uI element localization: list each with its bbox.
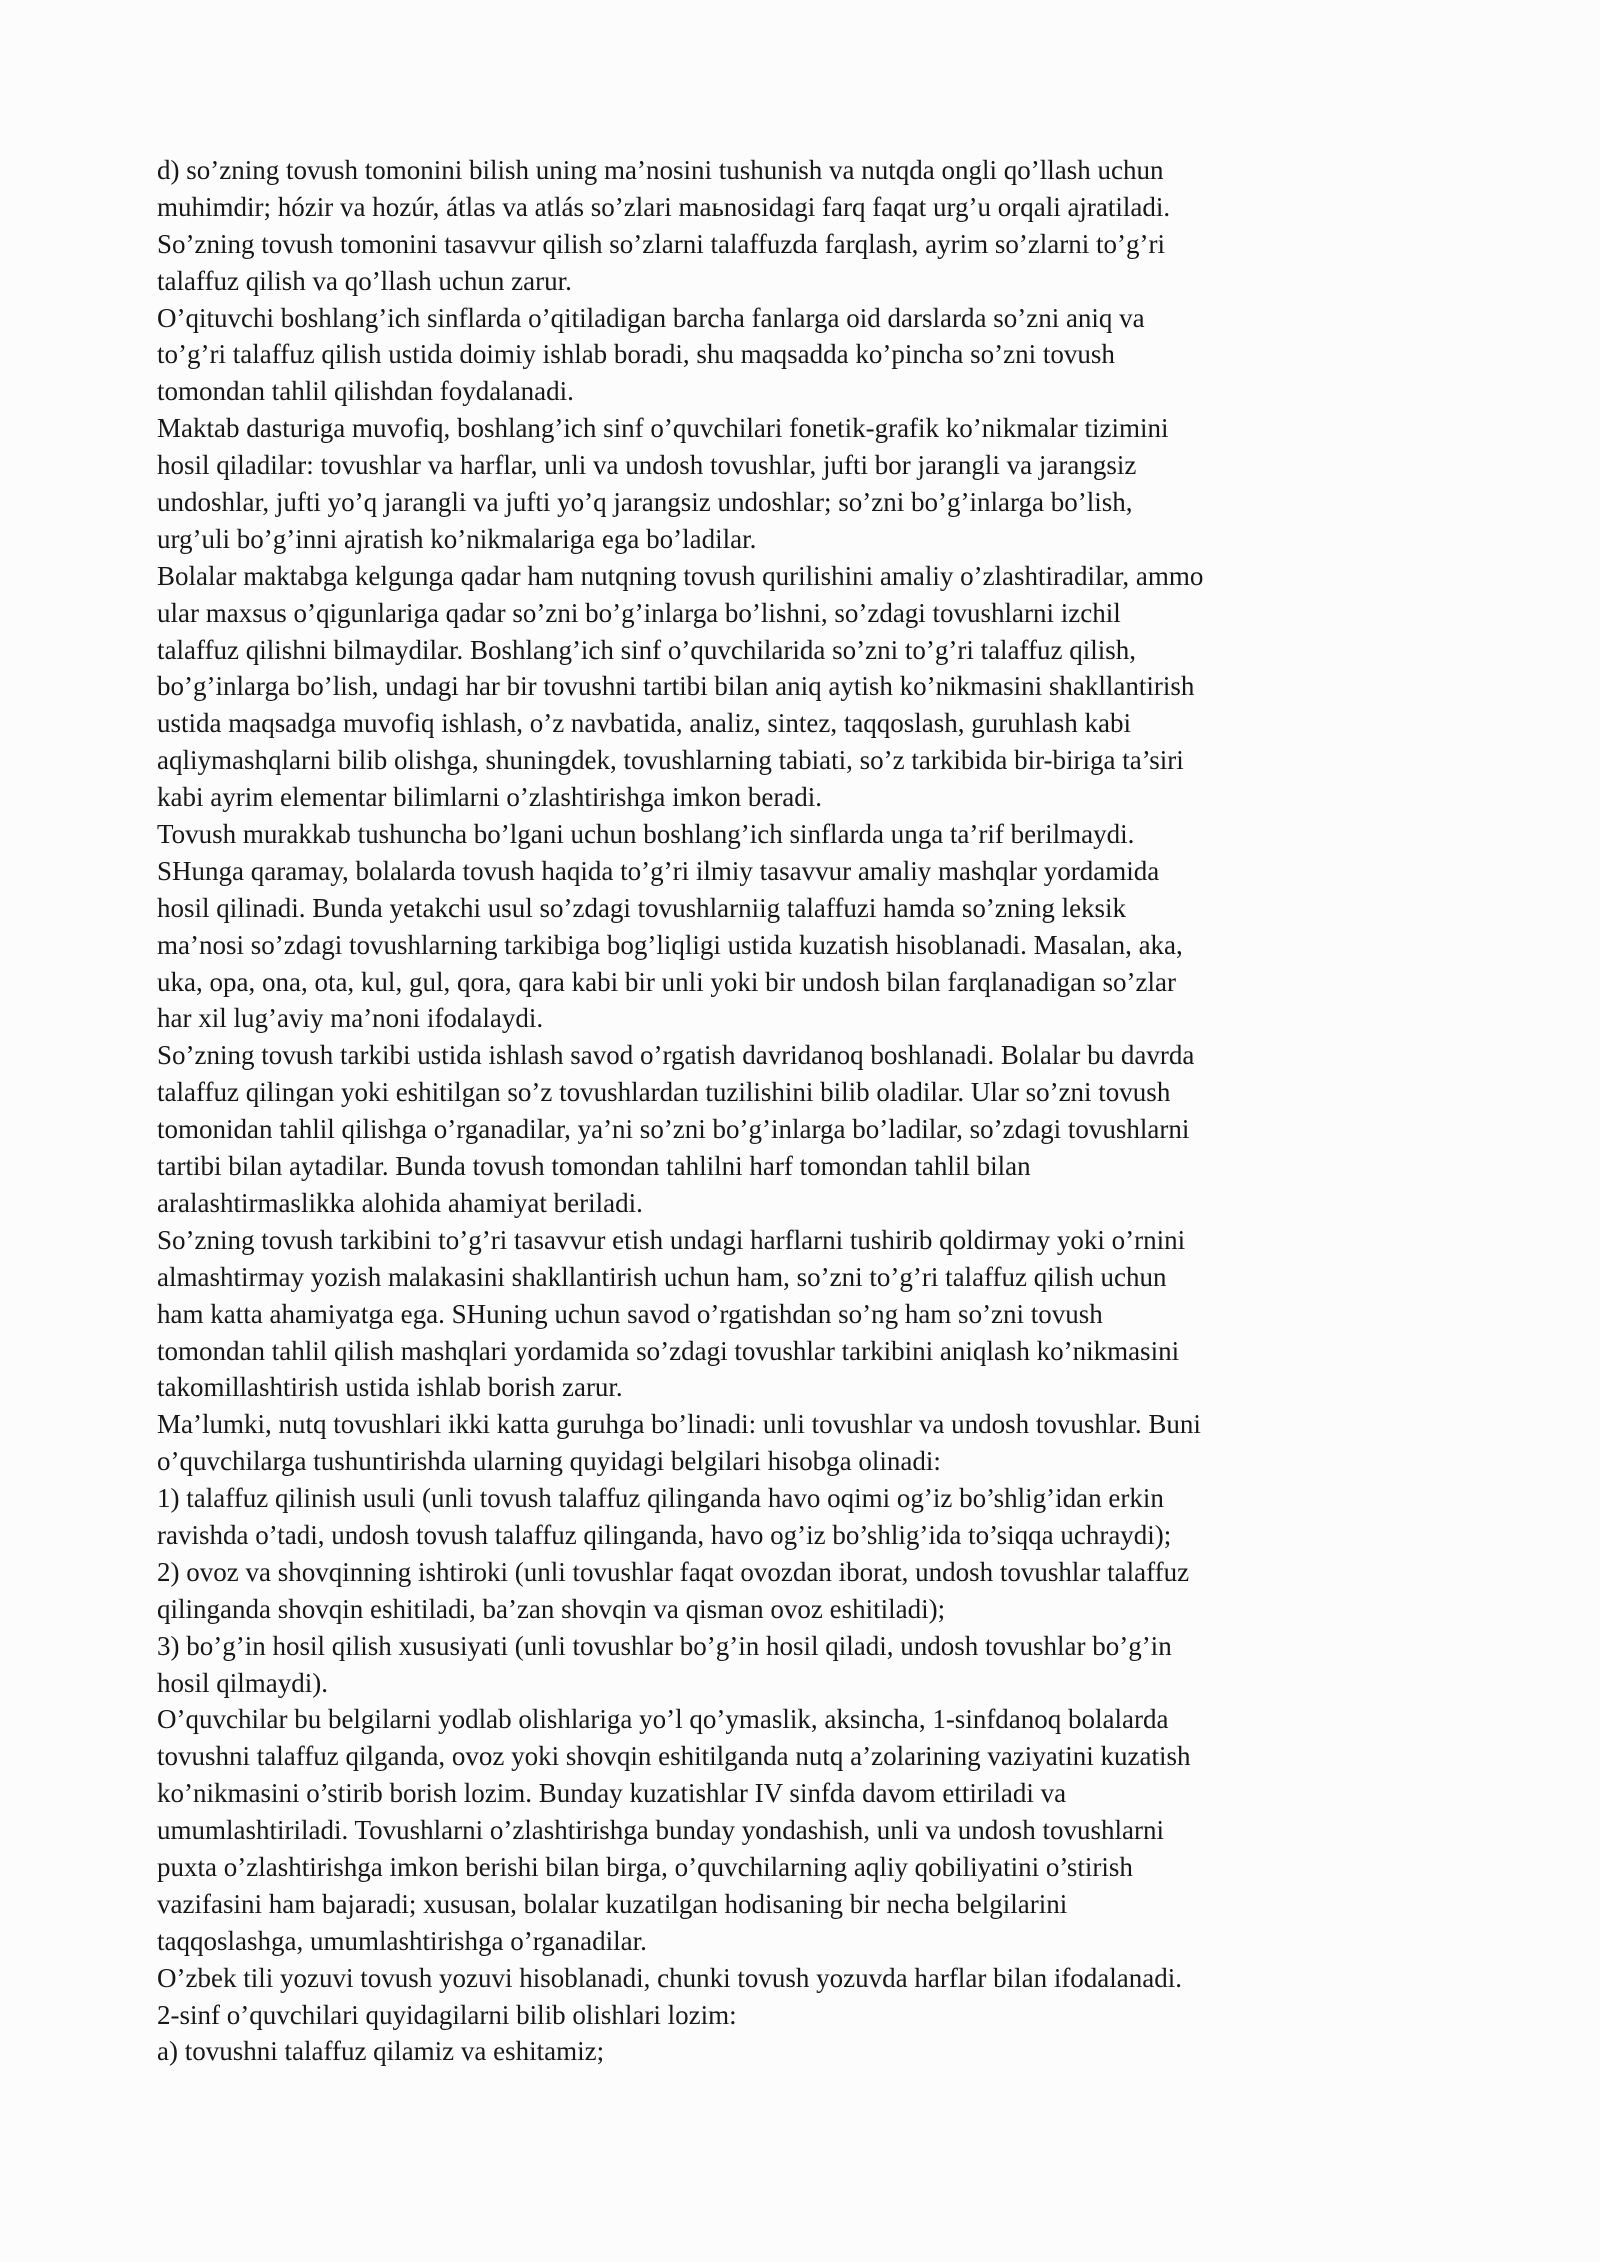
text-line: ular maxsus o’qigunlariga qadar so’zni bo’g’inlarga bo’lishni, so’zdagi tovushlarni izchil	[157, 597, 1121, 628]
text-line: tartibi bilan aytadilar. Bunda tovush tomondan tahlilni harf tomondan tahlil bilan	[157, 1151, 1031, 1182]
text-line: talaffuz qilingan yoki eshitilgan so’z tovushlardan tuzilishini bilib oladilar. Ular so’zni tovush	[157, 1077, 1171, 1108]
text-line: uka, opa, ona, ota, kul, gul, qora, qara kabi bir unli yoki bir undosh bilan farqlanadigan so’zlar	[157, 966, 1176, 997]
text-line: O’quvchilar bu belgilarni yodlab olishlariga yo’l qo’ymaslik, aksincha, 1-sinfdanoq bolalarda	[157, 1704, 1169, 1735]
text-line: ustida maqsadga muvofiq ishlash, o’z navbatida, analiz, sintez, taqqoslash, guruhlash kabi	[157, 708, 1132, 739]
text-line: d) so’zning tovush tomonini bilish uning ma’nosini tushunish va nutqda ongli qo’llash uchun	[157, 155, 1164, 185]
text-line: undoshlar, jufti yo’q jarangli va jufti yo’q jarangsiz undoshlar; so’zni bo’g’inlarga bo’lish,	[157, 487, 1133, 518]
text-line: SHunga qaramay, bolalarda tovush haqida to’g’ri ilmiy tasavvur amaliy mashqlar yordamida	[157, 855, 1160, 886]
text-line: muhimdir; hózir va hozúr, átlas va atlás so’zlari maьnosidagi farq faqat urg’u orqali ajratiladi.	[157, 191, 1171, 222]
text-line: umumlashtiriladi. Tovushlarni o’zlashtirishga bunday yondashish, unli va undosh tovushlarni	[157, 1815, 1165, 1846]
text-line: tomondan tahlil qilishdan foydalanadi.	[157, 376, 574, 407]
text-line: 3) bo’g’in hosil qilish xususiyati (unli tovushlar bo’g’in hosil qiladi, undosh tovushlar bo’g’in	[157, 1630, 1172, 1661]
text-line: takomillashtirish ustida ishlab borish zarur.	[157, 1372, 623, 1403]
text-line: O’qituvchi boshlang’ich sinflarda o’qitiladigan barcha fanlarga oid darslarda so’zni aniq va	[157, 302, 1145, 333]
text-line: 1) talaffuz qilinish usuli (unli tovush talaffuz qilinganda havo oqimi og’iz bo’shlig’idan erkin	[157, 1483, 1164, 1514]
text-line: to’g’ri talaffuz qilish ustida doimiy ishlab boradi, shu maqsadda ko’pincha so’zni tovush	[157, 339, 1115, 370]
text-line: hosil qilmaydi).	[157, 1667, 328, 1698]
text-line: ravishda o’tadi, undosh tovush talaffuz qilinganda, havo og’iz bo’shlig’ida to’siqqa uchraydi);	[157, 1519, 1172, 1550]
text-line: har xil lug’aviy ma’noni ifodalaydi.	[157, 1003, 544, 1034]
text-line: Tovush murakkab tushuncha bo’lgani uchun boshlang’ich sinflarda unga ta’rif berilmaydi.	[157, 819, 1135, 850]
text-line: So’zning tovush tarkibi ustida ishlash savod o’rgatish davridanoq boshlanadi. Bolalar bu davrda	[157, 1040, 1195, 1071]
text-line: urg’uli bo’g’inni ajratish ko’nikmalariga ega bo’ladilar.	[157, 523, 757, 554]
text-line: tomondan tahlil qilish mashqlari yordamida so’zdagi tovushlar tarkibini aniqlash ko’nikmasini	[157, 1335, 1180, 1366]
document-text	[157, 152, 1457, 2070]
text-line: talaffuz qilish va qo’llash uchun zarur.	[157, 265, 572, 296]
text-line: 2-sinf o’quvchilari quyidagilarni bilib olishlari lozim:	[157, 1999, 737, 2030]
text-line: ma’nosi so’zdagi tovushlarning tarkibiga bog’liqligi ustida kuzatish hisoblanadi. Masalan, aka,	[157, 929, 1183, 960]
text-line: a) tovushni talaffuz qilamiz va eshitamiz;	[157, 2036, 605, 2067]
text-line: ham katta ahamiyatga ega. SHuning uchun savod o’rgatishdan so’ng ham so’zni tovush	[157, 1298, 1103, 1329]
text-line: hosil qiladilar: tovushlar va harflar, unli va undosh tovushlar, jufti bor jarangli va jarangsiz	[157, 450, 1137, 481]
text-line: So’zning tovush tomonini tasavvur qilish so’zlarni talaffuzda farqlash, ayrim so’zlarni to’g’ri	[157, 228, 1166, 259]
text-line: ko’nikmasini o’stirib borish lozim. Bunday kuzatishlar IV sinfda davom ettiriladi va	[157, 1778, 1067, 1809]
text-line: Bolalar maktabga kelgunga qadar ham nutqning tovush qurilishini amaliy o’zlashtiradilar, ammo	[157, 560, 1204, 591]
text-line: 2) ovoz va shovqinning ishtiroki (unli tovushlar faqat ovozdan iborat, undosh tovushlar talaffuz	[157, 1556, 1190, 1587]
text-line: vazifasini ham bajaradi; xususan, bolalar kuzatilgan hodisaning bir necha belgilarini	[157, 1888, 1068, 1919]
text-line: O’zbek tili yozuvi tovush yozuvi hisoblanadi, chunki tovush yozuvda harflar bilan ifodalanadi.	[157, 1962, 1183, 1993]
text-line: tomonidan tahlil qilishga o’rganadilar, ya’ni so’zni bo’g’inlarga bo’ladilar, so’zdagi tovushlarni	[157, 1114, 1190, 1145]
text-line: puxta o’zlashtirishga imkon berishi bilan birga, o’quvchilarning aqliy qobiliyatini o’stirish	[157, 1851, 1133, 1882]
text-line: qilinganda shovqin eshitiladi, ba’zan shovqin va qisman ovoz eshitiladi);	[157, 1593, 946, 1624]
text-line: taqqoslashga, umumlashtirishga o’rganadilar.	[157, 1925, 647, 1956]
text-line: o’quvchilarga tushuntirishda ularning quyidagi belgilari hisobga olinadi:	[157, 1446, 941, 1477]
text-line: aqliymashqlarni bilib olishga, shuningdek, tovushlarning tabiati, so’z tarkibida bir-biriga ta’siri	[157, 745, 1184, 776]
text-line: bo’g’inlarga bo’lish, undagi har bir tovushni tartibi bilan aniq aytish ko’nikmasini shakllantirish	[157, 671, 1195, 702]
text-line: hosil qilinadi. Bunda yetakchi usul so’zdagi tovushlarniig talaffuzi hamda so’zning leksik	[157, 892, 1127, 923]
text-line: Maktab dasturiga muvofiq, boshlang’ich sinf o’quvchilari fonetik-grafik ko’nikmalar tizimini	[157, 413, 1169, 444]
text-line: aralashtirmaslikka alohida ahamiyat beriladi.	[157, 1187, 643, 1218]
text-line: almashtirmay yozish malakasini shakllantirish uchun ham, so’zni to’g’ri talaffuz qilish uchun	[157, 1261, 1167, 1292]
text-line: tovushni talaffuz qilganda, ovoz yoki shovqin eshitilganda nutq a’zolarining vaziyatini kuzatish	[157, 1741, 1191, 1772]
text-line: Ma’lumki, nutq tovushlari ikki katta guruhga bo’linadi: unli tovushlar va undosh tovushlar. Buni	[157, 1409, 1201, 1440]
text-line: talaffuz qilishni bilmaydilar. Boshlang’ich sinf o’quvchilarida so’zni to’g’ri talaffuz qilish,	[157, 634, 1137, 665]
text-line: So’zning tovush tarkibini to’g’ri tasavvur etish undagi harflarni tushirib qoldirmay yoki o’rnini	[157, 1224, 1186, 1255]
text-line: kabi ayrim elementar bilimlarni o’zlashtirishga imkon beradi.	[157, 782, 823, 813]
